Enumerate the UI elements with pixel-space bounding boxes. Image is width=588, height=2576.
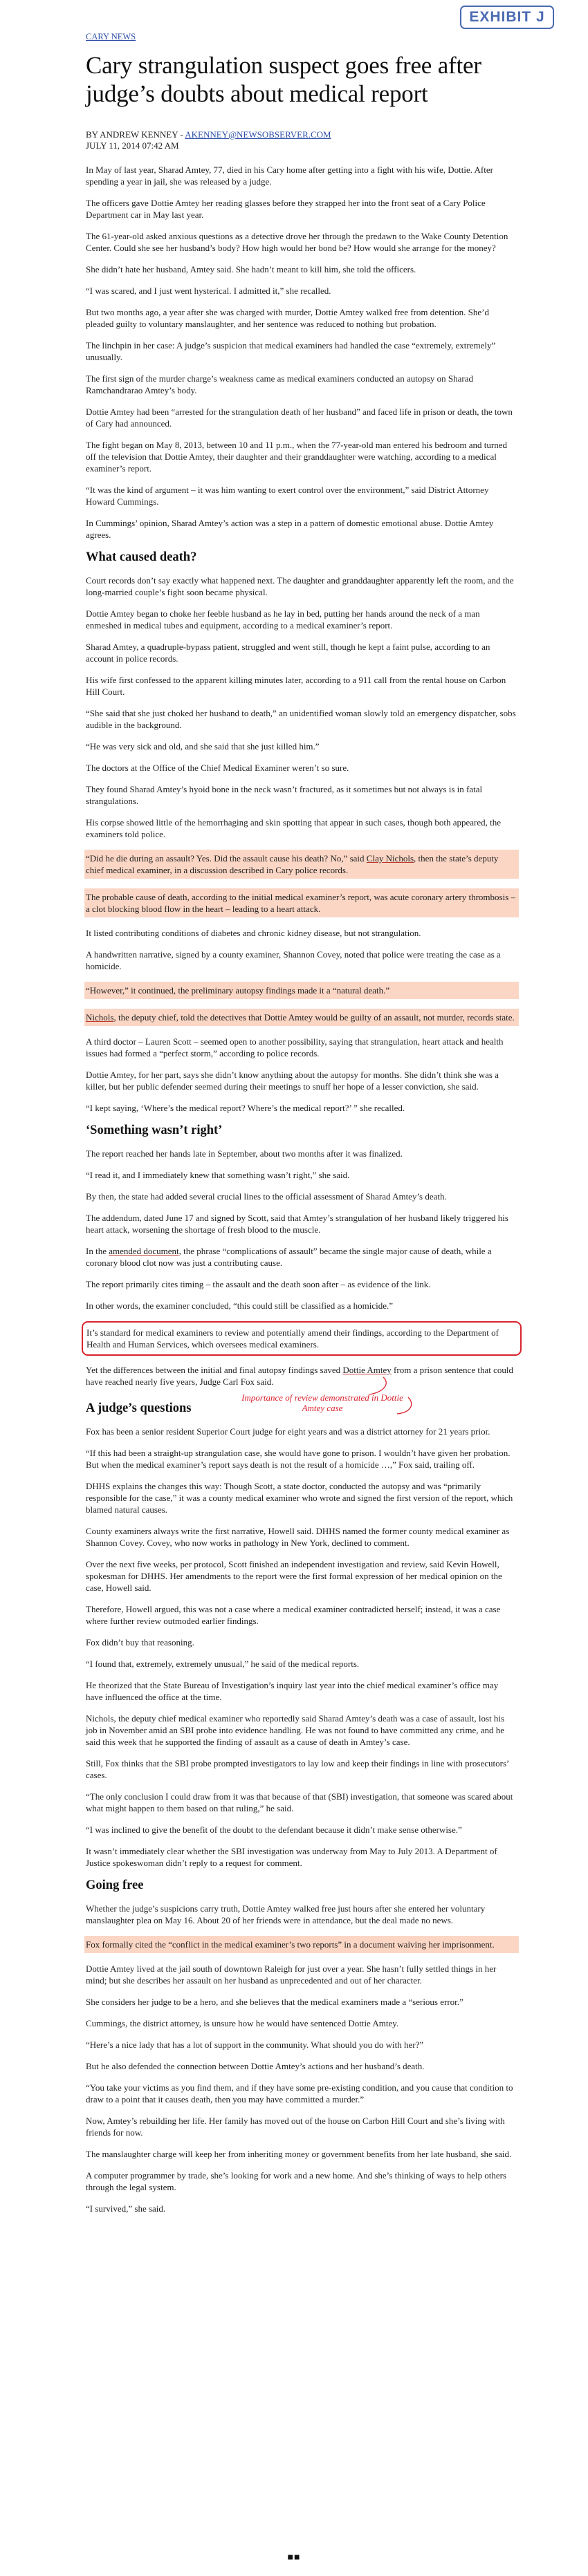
subhead-going-free: Going free bbox=[86, 1878, 144, 1892]
paragraph: Cummings, the district attorney, is unsure how he would have sentenced Dottie Amtey. bbox=[86, 2018, 399, 2028]
underlined-name: Dottie Amtey bbox=[342, 1365, 392, 1375]
paragraph: Dottie Amtey lived at the jail south of downtown Raleigh for just over a year. She hasn’t fully settled things in her mind; but she describes her assault on her husband as unprecedented and out of her character. bbox=[86, 1963, 497, 1986]
paragraph: Over the next five weeks, per protocol, Scott finished an independent investigation and review, said Kevin Howell, spokesman for DHHS. Her amendments to the report were the first formal expression of her medical opinion on the case, Howell said. bbox=[86, 1559, 502, 1593]
paragraph: “I was scared, and I just went hysterical. I admitted it,” she recalled. bbox=[86, 286, 331, 296]
paragraph: “I read it, and I immediately knew that something wasn’t right,” she said. bbox=[86, 1170, 350, 1180]
paragraph: His corpse showed little of the hemorrhaging and skin spotting that appear in such cases, though both appeared, the examiners told police. bbox=[86, 817, 502, 839]
dateline: JULY 11, 2014 07:42 AM bbox=[86, 140, 179, 151]
paragraph: The manslaughter charge will keep her from inheriting money or government benefits from her late husband, she said. bbox=[86, 2149, 512, 2159]
paragraph: The officers gave Dottie Amtey her reading glasses before they strapped her into the front seat of a Cary Police Department car in May last year. bbox=[86, 198, 486, 220]
paragraph: But two months ago, a year after she was charged with murder, Dottie Amtey walked free from detention. She’d pleaded guilty to voluntary manslaughter, and her sentence was reduced to nothing but probation. bbox=[86, 307, 489, 329]
paragraph: He theorized that the State Bureau of Investigation’s inquiry last year into the chief medical examiner’s office may have influenced the office at the time. bbox=[86, 1680, 499, 1702]
headline: Cary strangulation suspect goes free after judge’s doubts about medical report bbox=[86, 52, 481, 107]
paragraph: Still, Fox thinks that the SBI probe prompted investigators to lay low and keep their findings in line with prosecutors’ cases. bbox=[86, 1758, 509, 1780]
paragraph: Dottie Amtey began to choke her feeble husband as he lay in bed, putting her hands around the neck of a man enmeshed in medical tubes and equipment, according to a medical examiner’s report. bbox=[86, 608, 480, 631]
paragraph: The report reached her hands late in September, about two months after it was finalized. bbox=[86, 1148, 403, 1159]
paragraph: The doctors at the Office of the Chief Medical Examiner weren’t so sure. bbox=[86, 763, 349, 773]
text-span: , then the state’s deputy chief medical examiner, in a discussion described in Cary police records. bbox=[86, 853, 499, 875]
paragraph: The report primarily cites timing – the assault and the death soon after – as evidence of the link. bbox=[86, 1279, 431, 1289]
paragraph bbox=[86, 1245, 517, 1269]
paragraph: It wasn’t immediately clear whether the SBI investigation was underway from May to July 2013. A Department of Justice spokeswoman didn’t reply to a request for comment. bbox=[86, 1846, 497, 1868]
paragraph: Fox has been a senior resident Superior Court judge for eight years and was a district attorney for 21 years prior. bbox=[86, 1426, 490, 1437]
paragraph: Nichols, the deputy chief medical examiner who reportedly said Sharad Amtey’s death was a case of assault, lost his job in November amid an SBI probe into evidence handling. He was not found to have committed any crime, and he said this week that he supported the finding of assault as a cause of death in Amtey’s case. bbox=[86, 1713, 505, 1747]
paragraph: “If this had been a straight-up strangulation case, she would have gone to prison. I wouldn’t have given her probation. But when the medical examiner’s report says death is not the result of a homicide …,” Fox said, trailing off. bbox=[86, 1448, 511, 1470]
paragraph: A third doctor – Lauren Scott – seemed open to another possibility, saying that strangulation, heart attack and health issues had formed a “perfect storm,” according to police records. bbox=[86, 1036, 504, 1058]
text-span: In the bbox=[86, 1246, 109, 1256]
highlighted-paragraph: Fox formally cited the “conflict in the medical examiner’s two reports” in a document waiving her imprisonment. bbox=[84, 1936, 519, 1953]
underlined-phrase: amended document bbox=[109, 1246, 179, 1256]
paragraph: But he also defended the connection between Dottie Amtey’s actions and her husband’s death. bbox=[86, 2061, 425, 2071]
underlined-name: Clay Nichols bbox=[366, 853, 414, 864]
paragraph: In May of last year, Sharad Amtey, 77, died in his Cary home after getting into a fight with his wife, Dottie. After spending a year in jail, she was released by a judge. bbox=[86, 165, 493, 187]
paragraph: “I kept saying, ‘Where’s the medical report? Where’s the medical report?’ ” she recalled. bbox=[86, 1103, 405, 1113]
byline-author: BY ANDREW KENNEY - bbox=[86, 129, 185, 140]
text-span: , the deputy chief, told the detectives that Dottie Amtey would be guilty of an assault, not murder, bbox=[113, 1012, 468, 1023]
paragraph: In Cummings’ opinion, Sharad Amtey’s action was a step in a pattern of domestic emotional abuse. Dottie Amtey agrees. bbox=[86, 518, 494, 540]
paragraph: Court records don’t say exactly what happened next. The daughter and granddaughter apparently left the room, and the long-married couple’s fight soon became physical. bbox=[86, 575, 514, 597]
highlighted-paragraph bbox=[84, 982, 519, 999]
paragraph: “It was the kind of argument – it was him wanting to exert control over the environment,” said District Attorney Howard Cummings. bbox=[86, 485, 489, 507]
paragraph: A computer programmer by trade, she’s looking for work and a new home. And she’s thinking of ways to help others through the legal system. bbox=[86, 2170, 506, 2192]
paragraph: It listed contributing conditions of diabetes and chronic kidney disease, but not strangulation. bbox=[86, 928, 421, 938]
page-number: ■■ bbox=[287, 2551, 301, 2562]
subhead-a-judges-questions: A judge’s questions bbox=[86, 1401, 192, 1415]
paragraph: The fight began on May 8, 2013, between 10 and 11 p.m., when the 77-year-old man entered his bedroom and turned off the television that Dottie Amtey, their daughter and their granddaughter were watching, according to a medical examiner’s report. bbox=[86, 440, 508, 474]
paragraph: In other words, the examiner concluded, “this could still be classified as a homicide.” bbox=[86, 1300, 394, 1311]
highlighted-paragraph: The probable cause of death, according to the initial medical examiner’s report, was acute coronary artery thrombosis – a clot blocking blood flow in the heart – leading to a heart attack. bbox=[84, 888, 519, 917]
text-span: the preliminary autopsy findings made it a “natural death.” bbox=[178, 985, 390, 996]
text-span: from a prison sentence that could have reached nearly five years, Judge Carl Fox said. bbox=[86, 1365, 513, 1387]
paragraph: The first sign of the murder charge’s weakness came as medical examiners conducted an autopsy on Sharad Ramchandrarao Amtey’s body. bbox=[86, 373, 474, 395]
paragraph: A handwritten narrative, signed by a county examiner, Shannon Covey, noted that police were treating the case as a homicide. bbox=[86, 949, 501, 971]
paragraph: The linchpin in her case: A judge’s suspicion that medical examiners had handled the case “extremely, extremely” unusually. bbox=[86, 340, 496, 362]
highlighted-paragraph bbox=[84, 850, 519, 879]
author-email-link[interactable]: AKENNEY@NEWSOBSERVER.COM bbox=[185, 129, 331, 140]
handwritten-annotation: Importance of review demonstrated in Dottie Amtey case bbox=[241, 1392, 403, 1413]
paragraph: She didn’t hate her husband, Amtey said. She hadn’t meant to kill him, she told the officers. bbox=[86, 264, 416, 274]
paragraph: Fox didn’t buy that reasoning. bbox=[86, 1637, 194, 1648]
paragraph: Dottie Amtey, for her part, says she didn’t know anything about the autopsy for months. She didn’t think she was a killer, but her public defender seemed during their meetings to snuff her hope of a lesser conviction, she said. bbox=[86, 1070, 499, 1092]
paragraph: Whether the judge’s suspicions carry truth, Dottie Amtey walked free just hours after she entered her voluntary manslaughter plea on May 16. About 20 of her friends were in attendance, but the deal made no news. bbox=[86, 1903, 486, 1925]
paragraph: County examiners always write the first narrative, Howell said. DHHS named the former county medical examiner as Shannon Covey. Covey, who now works in pathology in New York, declined to comment. bbox=[86, 1526, 510, 1548]
paragraph: “He was very sick and old, and she said that she just killed him.” bbox=[86, 741, 320, 752]
text-span: Yet the differences between the initial and final autopsy findings saved bbox=[86, 1365, 343, 1375]
paragraph: Therefore, Howell argued, this was not a case where a medical examiner contradicted herself; instead, it was a case where further review outmoded earlier findings. bbox=[86, 1604, 501, 1626]
paragraph: Now, Amtey’s rebuilding her life. Her family has moved out of the house on Carbon Hill Court and she’s living with friends for now. bbox=[86, 2116, 505, 2138]
paragraph: The 61-year-old asked anxious questions as a detective drove her through the predawn to the Wake County Detention Center. Could she see her husband’s body? How high would her bond be? How would she arrange for the money? bbox=[86, 231, 508, 253]
paragraph: Dottie Amtey had been “arrested for the strangulation death of her husband” and faced life in prison or death, the town of Cary had announced. bbox=[86, 407, 513, 429]
paragraph: “The only conclusion I could draw from it was that because of that (SBI) investigation, that someone was scared about what might happen to them based on that ruling,” he said. bbox=[86, 1791, 513, 1813]
underlined-name: Nichols bbox=[86, 1012, 114, 1023]
paragraph: “You take your victims as you find them, and if they have some pre-existing condition, and you cause that condition to draw to a point that it causes death, then you may have committed a murder.” bbox=[86, 2082, 513, 2104]
paragraph: The addendum, dated June 17 and signed by Scott, said that Amtey’s strangulation of her husband likely triggered his heart attack, worsening the shortage of fresh blood to the muscle. bbox=[86, 1213, 508, 1235]
paragraph: “Here’s a nice lady that has a lot of support in the community. What should you do with her?” bbox=[86, 2040, 424, 2050]
paragraph: She considers her judge to be a hero, and she believes that the medical examiners made a “serious error.” bbox=[86, 1997, 463, 2007]
text-span: “Did he die during an assault? Yes. Did the assault cause his death? No,” said bbox=[86, 853, 367, 864]
paragraph: By then, the state had added several crucial lines to the official assessment of Sharad Amtey’s death. bbox=[86, 1191, 447, 1202]
paragraph: DHHS explains the changes this way: Though Scott, a state doctor, conducted the autopsy and was “primarily responsible for the case,” it was a county medical examiner who wrote and signed the first version of the report, which blamed natural causes. bbox=[86, 1481, 513, 1515]
circled-paragraph bbox=[82, 1321, 522, 1356]
paragraph: “She said that she just choked her husband to death,” an unidentified woman slowly told an emergency dispatcher, sobs audible in the background. bbox=[86, 708, 516, 730]
paragraph: His wife first confessed to the apparent killing minutes later, according to a 911 call from the rental house on Carbon Hill Court. bbox=[86, 675, 506, 697]
text-span: , the phrase “complications of assault” became the single major cause of death, while a coronary blood clot now was just a contributing cause. bbox=[86, 1246, 492, 1268]
paragraph: It’s standard for medical examiners to review and potentially amend their findings, according to the Department of Health and Human Services, which oversees medical examiners. bbox=[86, 1327, 499, 1350]
paragraph: “I found that, extremely, extremely unusual,” he said of the medical reports. bbox=[86, 1659, 360, 1669]
section-link[interactable]: CARY NEWS bbox=[86, 32, 136, 41]
subhead-something-wasnt-right: ‘Something wasn’t right’ bbox=[86, 1123, 223, 1137]
paragraph: Sharad Amtey, a quadruple-bypass patient, struggled and went still, though he kept a faint pulse, according to an account in police records. bbox=[86, 642, 490, 664]
highlighted-paragraph bbox=[84, 1009, 519, 1026]
text-span: records state. bbox=[467, 1012, 515, 1023]
exhibit-stamp: EXHIBIT J bbox=[460, 6, 554, 29]
paragraph: “I survived,” she said. bbox=[86, 2203, 166, 2214]
byline bbox=[86, 129, 517, 140]
paragraph: “I was inclined to give the benefit of the doubt to the defendant because it didn’t make sense otherwise.” bbox=[86, 1824, 462, 1835]
subhead-what-caused-death: What caused death? bbox=[86, 550, 197, 564]
text-span: “However,” it continued, bbox=[86, 985, 178, 996]
article bbox=[86, 32, 517, 2224]
paragraph: They found Sharad Amtey’s hyoid bone in the neck wasn’t fractured, as it sometimes but not always is in fatal strangulations. bbox=[86, 784, 483, 806]
